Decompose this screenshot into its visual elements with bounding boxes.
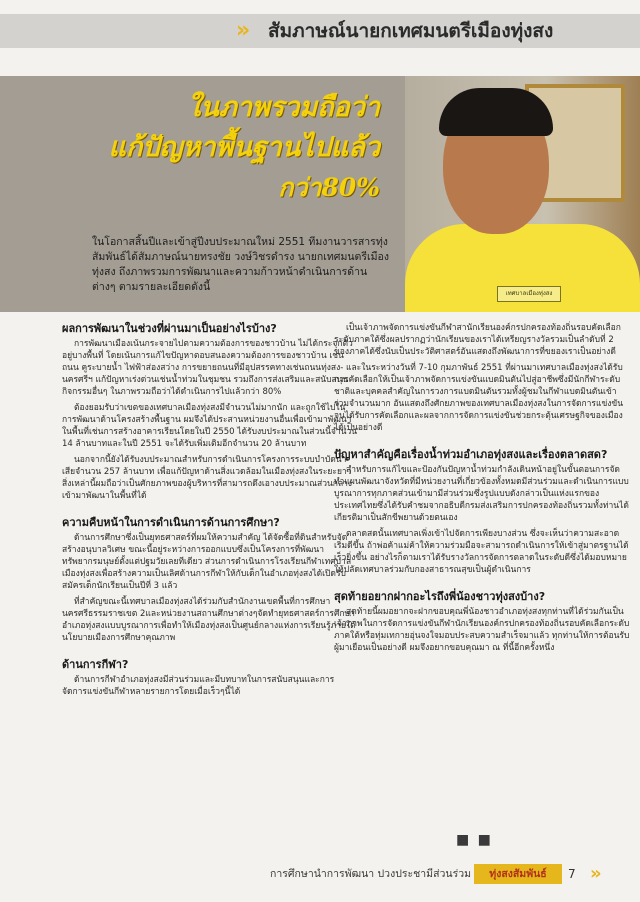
qa-block	[334, 590, 630, 654]
article-column-left	[62, 322, 358, 702]
answer-paragraph: ต้องยอมรับว่าเขตของเทศบาลเมืองทุ่งสงมีจำนวนไม่มากนัก และถูกใช้ไปในการพัฒนาด้านโครงสร้างพื้นฐาน ผมจึงได้ประสานหน่วยงานอื่นเพื่อเข้ามาพัฒนาในพื้นที่เช่นการสร้างอาคารเรียนโดยในปี 2550 ได้รับงบประมาณในส่วนนี้จำนวน 14 ล้านบาทและในปี 2551 จะได้รับเพิ่มเติมอีกจำนวน 20 ล้านบาท	[62, 403, 358, 449]
answer-paragraph: การพัฒนาเมืองเน้นกระจายไปตามความต้องการของชาวบ้าน ไม่ได้กระจุกตัวอยู่บางพื้นที่ โดยเน้นการแก้ไขปัญหาตอบสนองความต้องการของชาวบ้าน เช่น ถนน คูระบายน้ำ ไฟฟ้าส่องสว่าง การขยายถนนที่มีอุปสรรคทางเช่นถนนทุ่งสง-นครศรีฯ แก้ปัญหาเร่งด่วนเช่นน้ำท่วมในชุมชน รวมถึงการส่งเสริมและสนับสนุนกิจกรรมอื่นๆ ในภาพรวมถือว่าได้ดำเนินการไปแล้วกว่า 80%	[62, 339, 353, 397]
answer-paragraph: ด้านการศึกษาซึ่งเป็นยุทธศาสตร์ที่ผมให้ความสำคัญ ได้จัดซื้อที่ดินสำหรับจัดสร้างอนุบาลวิเศษ ขณะนี้อยู่ระหว่างการออกแบบซึ่งเป็นโครงการที่พัฒนาทรัพยากรมนุษย์ตั้งแต่ปฐมวัยเลยทีเดียว ส่วนการดำเนินการโรงเรียนกีฬาเทศบาลเมืองทุ่งสงเพื่อสร้างความเป็นเลิศด้านการกีฬาให้กับเด็กในอำเภอทุ่งสงได้เปิดรับสมัครเด็กนักเรียนเป็นปีที่ 3 แล้ว	[62, 533, 352, 591]
qa-block	[62, 516, 358, 644]
person-hair	[439, 88, 553, 136]
question-heading: ปัญหาสำคัญคือเรื่องน้ำท่วมอำเภอทุ่งสงและเรื่องตลาดสด?	[334, 448, 608, 461]
page-footer	[270, 862, 640, 886]
answer-paragraph: สำหรับการแก้ไขและป้องกันปัญหาน้ำท่วมกำลังเดินหน้าอยู่ในขั้นตอนการจัดทำแผนพัฒนาจังหวัดที่มีหน่วยงานที่เกี่ยวข้องทั้งหมดมีส่วนร่วมและดำเนินการแบบบูรณาการทุกภาคส่วนเข้ามามีส่วนร่วมซึ่งรูปแบบดังกล่าวเป็นแห่งแรกของประเทศไทยซึ่งได้รับคำชมจากอธิบดีกรมส่งเสริมการปกครองท้องถิ่นรวมทั้งท่านได้เกียรติมาเป็นสักขีพยานด้วยตนเอง	[334, 465, 629, 523]
article-column-right	[334, 322, 630, 658]
end-mark: ■ ■	[456, 832, 493, 848]
headline-line-1: ในภาพรวมถือว่า	[187, 92, 380, 123]
page-number: 7	[568, 867, 576, 881]
question-heading: ความคืบหน้าในการดำเนินการด้านการศึกษา?	[62, 516, 280, 529]
double-chevron-icon: »	[236, 18, 251, 43]
name-badge: เทศบาลเมืองทุ่งสง	[497, 286, 561, 302]
headline	[109, 88, 380, 208]
question-heading: ด้านการกีฬา?	[62, 658, 129, 671]
answer-paragraph: ตลาดสดนั้นเทศบาลเพิ่งเข้าไปจัดการเพียงบางส่วน ซึ่งจะเห็นว่าความสะอาดเริ่มดีขึ้น ถ้าพ่อค้าแม่ค้าให้ความร่วมมือจะสามารถดำเนินการให้เข้าสู่มาตรฐานได้เร็วยิ่งขึ้น อย่างไรก็ตามเราได้รับรางวัลการจัดการตลาดในระดับดีซึ่งได้มอบหมายให้ปลัดเทศบาลร่วมกับกองสาธารณสุขเป็นผู้ดำเนินการ	[334, 529, 629, 575]
headline-line-3: กว่า80%	[278, 173, 380, 202]
footer-slogan: การศึกษานำการพัฒนา ปวงประชามีส่วนร่วม	[270, 868, 472, 880]
section-title: สัมภาษณ์นายกเทศมนตรีเมืองทุ่งสง	[268, 20, 554, 42]
mayor-portrait-photo	[405, 76, 640, 312]
answer-paragraph: และในระหว่างวันที่ 7-10 กุมภาพันธ์ 2551 ที่ผ่านมาเทศบาลเมืองทุ่งสงได้รับการคัดเลือกให้เป็นเจ้าภาพจัดการแข่งขันแบดมินตันไปสู่อาชีพซึ่งมีนักกีฬาระดับชาติและบุคคลสำคัญในการวงการแบดมินตันรวมทั้งผู้ชมในกีฬาแบดมินตันเข้าร่วมจำนวนมาก อันแสดงถึงศักยภาพของเทศบาลเมืองทุ่งสงในการจัดการแข่งขันจนได้รับการคัดเลือกและผลจากการจัดการแข่งขันช่วยกระตุ้นเศรษฐกิจของเมืองได้เป็นอย่างดี	[334, 363, 624, 433]
headline-line-2: แก้ปัญหาพื้นฐานไปแล้ว	[108, 132, 380, 163]
qa-block	[62, 658, 358, 698]
footer-brand: ทุ่งสงสัมพันธ์	[474, 864, 562, 884]
qa-block	[62, 322, 358, 502]
question-heading: ผลการพัฒนาในช่วงที่ผ่านมาเป็นอย่างไรบ้าง?	[62, 322, 277, 335]
question-heading: สุดท้ายอยากฝากอะไรถึงพี่น้องชาวทุ่งสงบ้าง?	[334, 590, 546, 603]
qa-block	[334, 322, 630, 434]
qa-block	[334, 448, 630, 576]
double-chevron-icon: »	[590, 863, 602, 884]
answer-paragraph: ด้านการกีฬาอำเภอทุ่งสงมีส่วนร่วมและมีบทบาทในการสนับสนุนและการจัดการแข่งขันกีฬาหลายรายการโดยเมื่อเร็วๆนี้ได้	[62, 675, 335, 697]
intro-paragraph: ในโอกาสสิ้นปีและเข้าสู่ปีงบประมาณใหม่ 2551 ทีมงานวารสารทุ่งสัมพันธ์ได้สัมภาษณ์นายทรงชัย วงษ์วิชรดำรง นายกเทศมนตรีเมืองทุ่งสง ถึงภาพรวมการพัฒนาและความก้าวหน้าดำเนินการด้านต่างๆ ตามรายละเอียดดังนี้	[92, 236, 389, 293]
answer-paragraph: เป็นเจ้าภาพจัดการแข่งขันกีฬาสานักเรียนองค์กรปกครองท้องถิ่นรอบคัดเลือกระดับภาคใต้ซึ่งผลปรากฏว่านักเรียนของเราได้เหรียญรางวัลรวมเป็นลำดับที่ 2 ของภาคได้ซึ่งนับเป็นประวัติศาสตร์อันแสดงถึงพัฒนาการที่ขยองเราเป็นอย่างดี	[334, 323, 621, 357]
section-header	[0, 14, 640, 48]
answer-paragraph: นอกจากนี้ยังได้รับงบประมาณสำหรับการดำเนินการโครงการระบบบำบัดน้ำเสียจำนวน 257 ล้านบาท เพื่อแก้ปัญหาด้านสิ่งแวดล้อมในเมืองทุ่งสงในระยะยาว สิ่งเหล่านี้ผมถือว่าเป็นศักยภาพของผู้บริหารที่สามารถดึงเอางบประมาณส่วนกลางเข้ามาพัฒนาในพื้นที่ได้	[62, 455, 353, 501]
answer-paragraph: สุดท้ายนี้ผมอยากจะฝากขอบคุณพี่น้องชาวอำเภอทุ่งสงทุกท่านที่ได้ร่วมกันเป็นเจ้าภาพในการจัดการแข่งขันกีฬานักเรียนองค์กรปกครองท้องถิ่นรอบคัดเลือกระดับภาคใต้หรือทุ่มเทกายอุ่นจงใจมอบประสบความสำเร็จมาแล้ว ทุกท่านให้การต้อนรับผู้มาเยือนเป็นอย่างดี ผมจึงอยากขอบคุณมา ณ ที่นี้อีกครั้งหนึ่ง	[334, 607, 630, 653]
answer-paragraph: ที่สำคัญขณะนี้เทศบาลเมืองทุ่งสงได้ร่วมกับสำนักงานเขตพื้นที่การศึกษานครศรีธรรมราชเขต 2และหน่วยงานสถานศึกษาต่างๆจัดทำยุทธศาสตร์การศึกษาอำเภอทุ่งสงแบบบูรณาการเพื่อทำให้เมืองทุ่งสงเป็นศูนย์กลางแห่งการเรียนรู้ภายใต้นโยบายเมืองการศึกษาคุณภาพ	[62, 597, 356, 643]
